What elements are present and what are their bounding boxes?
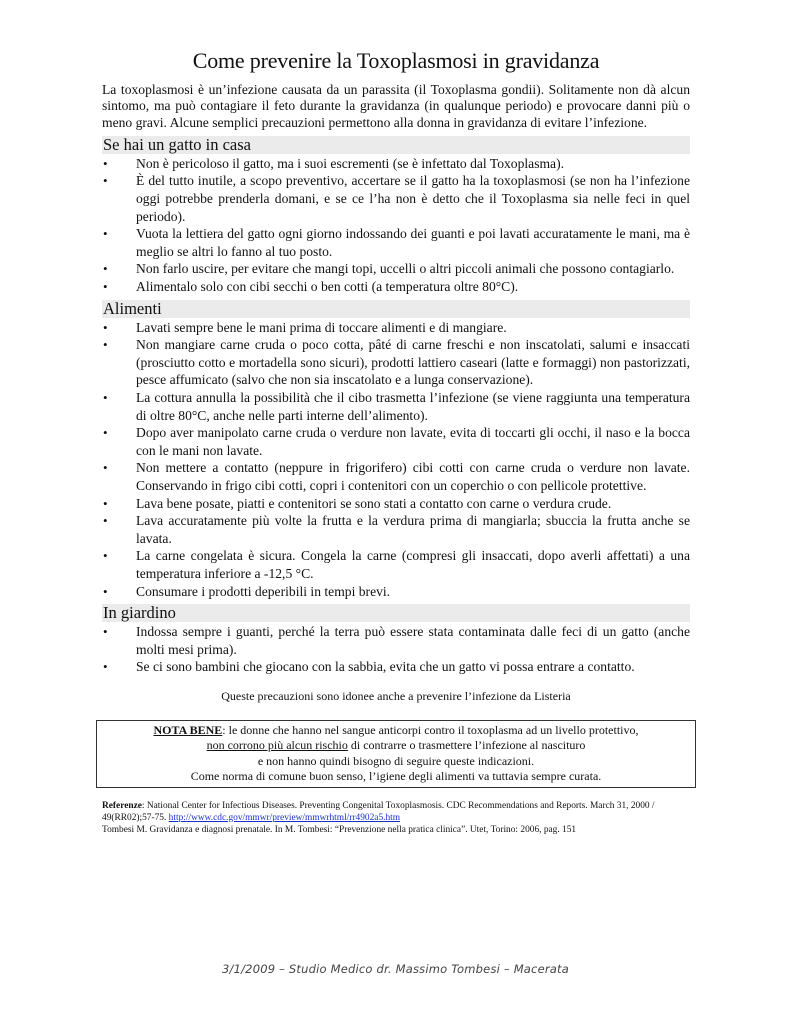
list-item-text: La carne congelata è sicura. Congela la carne (compresi gli insaccati, dopo averli affettati) a una temperatura inferiore a -12,5 °C. (136, 548, 690, 581)
nota-underlined-text: non corrono più alcun rischio (206, 738, 348, 753)
bullet-icon: • (103, 624, 108, 640)
list-item-text: Non mangiare carne cruda o poco cotta, pâté di carne freschi e non inscatolati, salumi e insaccati (prosciutto cotto e mortadella sono sicuri), prodotti lattiero caseari (latte e formaggi) non pastorizzati, pesce affumicato (salvo che non sia inscatolato e a lunga conservazione). (136, 337, 690, 388)
list-item-text: Non mettere a contatto (neppure in frigorifero) cibi cotti con carne cruda o verdure non lavate. Conservando in frigo cibi cotti, copri i contenitori con un coperchio o con pellicole protettive. (136, 460, 690, 493)
list-item-text: Consumare i prodotti deperibili in tempi brevi. (136, 583, 391, 599)
bullet-icon: • (103, 513, 108, 529)
nota-line-4: Come norma di comune buon senso, l’igiene degli alimenti va tuttavia sempre curata. (190, 769, 602, 784)
bullet-list (102, 155, 690, 296)
nota-line-2-text: di contrarre o trasmettere l’infezione al nascituro (347, 738, 586, 753)
section-heading: Se hai un gatto in casa (102, 136, 690, 154)
bullet-icon: • (103, 319, 108, 335)
bullet-icon: • (103, 659, 108, 675)
bullet-icon: • (103, 390, 108, 406)
list-item (102, 172, 690, 225)
bullet-icon: • (103, 155, 108, 171)
cdc-reference-link[interactable]: http://www.cdc.gov/mmwr/preview/mmwrhtml/rr4902a5.htm (168, 812, 401, 823)
listeria-note: Queste precauzioni sono idonee anche a prevenire l’infezione da Listeria (221, 688, 571, 703)
document-page (102, 48, 690, 836)
list-item (102, 319, 690, 337)
list-item-text: Lava bene posate, piatti e contenitori se sono stati a contatto con carne o verdura crude. (136, 495, 612, 511)
list-item (102, 155, 690, 173)
bullet-icon: • (103, 460, 108, 476)
list-item-text: Dopo aver manipolato carne cruda o verdure non lavate, evita di toccarti gli occhi, il naso e la bocca con le mani non lavate. (136, 425, 690, 458)
list-item (102, 459, 690, 494)
list-item-text: Alimentalo solo con cibi secchi o ben cotti (a temperatura oltre 80°C). (136, 279, 519, 295)
list-item-text: È del tutto inutile, a scopo preventivo, accertare se il gatto ha la toxoplasmosi (se non ha l’infezione oggi potrebbe prenderla domani, e se ce l’ha non è detto che il Toxoplasma sia nelle feci in quel periodo). (136, 173, 690, 224)
list-item (102, 658, 690, 676)
nota-bene-label: NOTA BENE (153, 722, 223, 737)
bullet-icon: • (103, 495, 108, 511)
list-item-text: Non farlo uscire, per evitare che mangi topi, uccelli o altri piccoli animali che possono contagiarlo. (136, 261, 675, 277)
bullet-list (102, 319, 690, 601)
list-item (102, 495, 690, 513)
section-heading: In giardino (102, 604, 690, 622)
list-item (102, 278, 690, 296)
list-item-text: Se ci sono bambini che giocano con la sabbia, evita che un gatto vi possa entrare a contatto. (136, 659, 635, 675)
bullet-icon: • (103, 548, 108, 564)
bullet-icon: • (103, 425, 108, 441)
list-item-text: Non è pericoloso il gatto, ma i suoi escrementi (se è infettato dal Toxoplasma). (136, 155, 565, 171)
bullet-icon: • (103, 583, 108, 599)
reference-2: Tombesi M. Gravidanza e diagnosi prenatale. In M. Tombesi: “Prevenzione nella pratica clinica”. Utet, Torino: 2006, pag. 151 (102, 824, 577, 835)
list-item (102, 547, 690, 582)
list-item (102, 260, 690, 278)
list-item (102, 389, 690, 424)
section-heading: Alimenti (102, 300, 690, 318)
reference-1 (102, 800, 690, 824)
list-item-text: Indossa sempre i guanti, perché la terra può essere stata contaminata dalle feci di un gatto (anche molti mesi prima). (136, 624, 690, 657)
list-item (102, 583, 690, 601)
bullet-icon: • (103, 226, 108, 242)
reference-1-text: : National Center for Infectious Diseases. Preventing Congenital Toxoplasmosis. CDC Recommendations and Reports. March 31, 2000 / 49(RR02);57-75. (102, 800, 655, 823)
references (102, 800, 690, 836)
list-item-text: Vuota la lettiera del gatto ogni giorno indossando dei guanti e poi lavati accuratamente le mani, ma è meglio se altri lo fanno al tuo posto. (136, 226, 690, 259)
list-item-text: La cottura annulla la possibilità che il cibo trasmetta l’infezione (se viene raggiunta una temperatura di oltre 80°C, anche nelle parti interne dell’alimento). (136, 390, 690, 423)
sections-container (102, 136, 690, 676)
list-item (102, 623, 690, 658)
list-item (102, 225, 690, 260)
nota-bene-box (96, 720, 696, 788)
nota-line-1 (101, 723, 691, 738)
nota-line-1-text: : le donne che hanno nel sangue anticorpi contro il toxoplasma ad un livello protettivo, (222, 722, 639, 737)
list-item-text: Lavati sempre bene le mani prima di toccare alimenti e di mangiare. (136, 319, 507, 335)
bullet-list (102, 623, 690, 676)
list-item (102, 512, 690, 547)
list-item (102, 424, 690, 459)
bullet-icon: • (103, 261, 108, 277)
bullet-icon: • (103, 173, 108, 189)
nota-line-2 (101, 738, 691, 753)
bullet-icon: • (103, 337, 108, 353)
references-label: Referenze (102, 800, 142, 811)
bullet-icon: • (103, 279, 108, 295)
page-title: Come prevenire la Toxoplasmosi in gravidanza (192, 48, 600, 73)
list-item-text: Lava accuratamente più volte la frutta e la verdura prima di mangiarla; sbuccia la frutta anche se lavata. (136, 513, 690, 546)
list-item (102, 336, 690, 389)
intro-paragraph: La toxoplasmosi è un’infezione causata da un parassita (il Toxoplasma gondii). Solitamente non dà alcun sintomo, ma può contagiare il feto durante la gravidanza (in qualunque periodo) e provocare danni più o meno gravi. Alcune semplici precauzioni permettono alla donna in gravidanza di evitare l’infezione. (102, 82, 690, 130)
page-footer: 3/1/2009 – Studio Medico dr. Massimo Tombesi – Macerata (222, 962, 569, 976)
nota-line-3: e non hanno quindi bisogno di seguire queste indicazioni. (257, 753, 535, 768)
